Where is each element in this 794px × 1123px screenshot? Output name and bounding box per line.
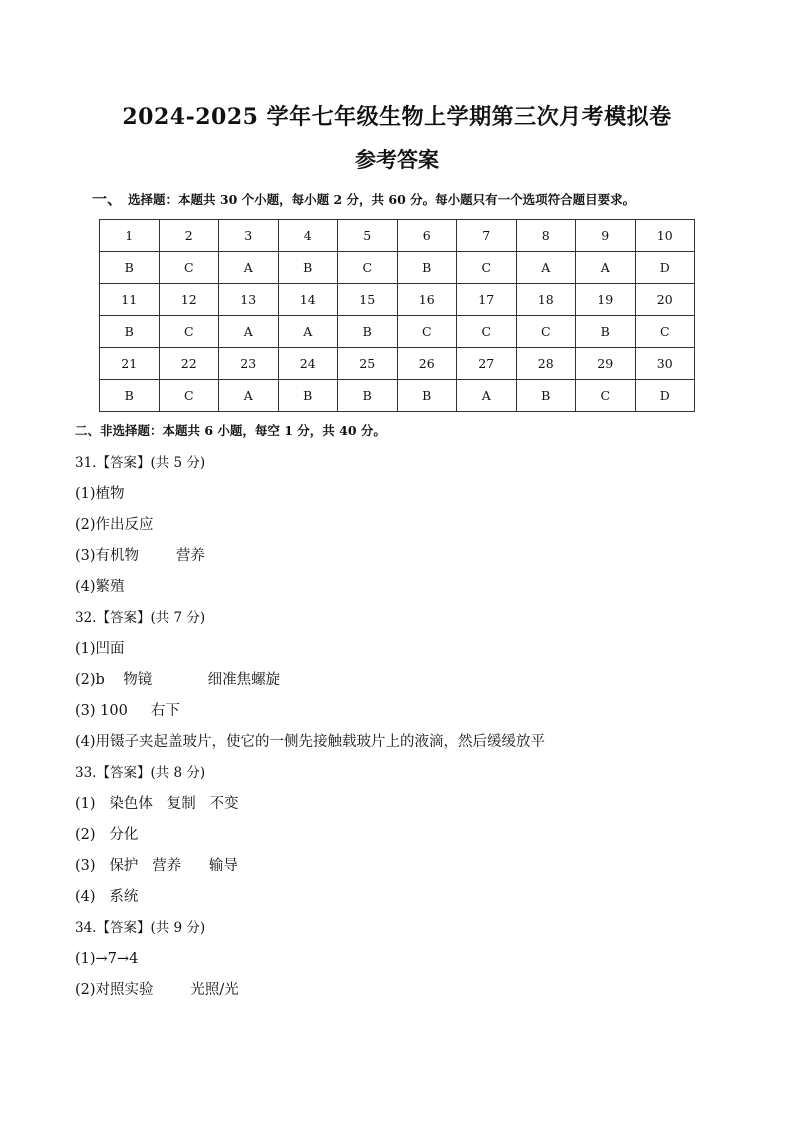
question-number-cell: 9 — [576, 220, 636, 252]
answer-cell: D — [635, 380, 695, 412]
answer-row — [100, 316, 695, 348]
answer-row — [100, 380, 695, 412]
answer-cell: B — [100, 252, 160, 284]
answer-item: (3) 保护 营养 输导 — [75, 858, 238, 874]
question-number-cell: 4 — [278, 220, 338, 252]
answer-cell: C — [576, 380, 636, 412]
answer-item: (1)植物 — [75, 486, 125, 502]
answer-cell: C — [457, 252, 517, 284]
answer-item: (1) 染色体 复制 不变 — [75, 796, 239, 812]
answer-cell: C — [159, 316, 219, 348]
answer-cell: B — [100, 316, 160, 348]
question-number-cell: 27 — [457, 348, 517, 380]
question-number-cell: 2 — [159, 220, 219, 252]
question-number-row — [100, 348, 695, 380]
question-number-cell: 15 — [338, 284, 398, 316]
question-number-cell: 23 — [219, 348, 279, 380]
question-number-cell: 14 — [278, 284, 338, 316]
answer-cell: C — [397, 316, 457, 348]
answer-cell: A — [278, 316, 338, 348]
answer-cell: B — [576, 316, 636, 348]
answer-item: (4) 系统 — [75, 889, 139, 905]
answer-item: (2)b 物镜 细准焦螺旋 — [75, 672, 281, 688]
section-1-heading — [92, 188, 635, 209]
section-1-number: 一、 — [92, 190, 123, 208]
section-2-heading: 二、非选择题：本题共 6 小题，每空 1 分，共 40 分。 — [75, 423, 386, 438]
answer-heading: 31.【答案】(共 5 分) — [75, 455, 206, 471]
answer-item: (3)有机物 营养 — [75, 548, 205, 564]
document-subtitle: 参考答案 — [355, 147, 439, 172]
answer-cell: C — [159, 252, 219, 284]
answer-cell: B — [397, 380, 457, 412]
answer-row — [100, 252, 695, 284]
answer-item: (4)用镊子夹起盖玻片，使它的一侧先接触载玻片上的液滴，然后缓缓放平 — [75, 734, 546, 750]
question-number-cell: 17 — [457, 284, 517, 316]
answer-cell: B — [278, 380, 338, 412]
answer-item: (2)作出反应 — [75, 517, 154, 533]
question-number-row — [100, 284, 695, 316]
answer-cell: D — [635, 252, 695, 284]
answer-cell: B — [338, 316, 398, 348]
question-number-cell: 16 — [397, 284, 457, 316]
answer-item: (1)→7→4 — [75, 951, 139, 967]
answer-lines — [75, 452, 755, 1010]
section-1-text: 选择题：本题共 30 个小题，每小题 2 分，共 60 分。每小题只有一个选项符合题目要求。 — [128, 192, 636, 207]
question-number-row — [100, 220, 695, 252]
answer-cell: C — [159, 380, 219, 412]
answer-heading: 32.【答案】(共 7 分) — [75, 610, 206, 626]
question-number-cell: 1 — [100, 220, 160, 252]
answer-item: (2) 分化 — [75, 827, 139, 843]
question-number-cell: 24 — [278, 348, 338, 380]
question-number-cell: 26 — [397, 348, 457, 380]
question-number-cell: 13 — [219, 284, 279, 316]
answer-heading: 33.【答案】(共 8 分) — [75, 765, 206, 781]
answer-cell: C — [635, 316, 695, 348]
question-number-cell: 28 — [516, 348, 576, 380]
question-number-cell: 12 — [159, 284, 219, 316]
answer-cell: B — [516, 380, 576, 412]
question-number-cell: 29 — [576, 348, 636, 380]
answer-table — [99, 219, 695, 412]
answer-cell: A — [219, 252, 279, 284]
answer-cell: C — [457, 316, 517, 348]
answer-cell: B — [338, 380, 398, 412]
answer-cell: C — [338, 252, 398, 284]
question-number-cell: 20 — [635, 284, 695, 316]
answer-cell: A — [516, 252, 576, 284]
question-number-cell: 8 — [516, 220, 576, 252]
answer-cell: A — [576, 252, 636, 284]
answer-cell: A — [219, 316, 279, 348]
answer-item: (1)凹面 — [75, 641, 125, 657]
answer-heading: 34.【答案】(共 9 分) — [75, 920, 206, 936]
question-number-cell: 10 — [635, 220, 695, 252]
question-number-cell: 19 — [576, 284, 636, 316]
question-number-cell: 11 — [100, 284, 160, 316]
question-number-cell: 3 — [219, 220, 279, 252]
answer-cell: A — [457, 380, 517, 412]
answer-cell: B — [397, 252, 457, 284]
document-title: 2024-2025 学年七年级生物上学期第三次月考模拟卷 — [122, 104, 672, 130]
answer-cell: B — [278, 252, 338, 284]
question-number-cell: 30 — [635, 348, 695, 380]
question-number-cell: 21 — [100, 348, 160, 380]
question-number-cell: 6 — [397, 220, 457, 252]
answer-cell: C — [516, 316, 576, 348]
question-number-cell: 22 — [159, 348, 219, 380]
answer-cell: B — [100, 380, 160, 412]
answer-item: (3) 100 右下 — [75, 703, 180, 719]
question-number-cell: 25 — [338, 348, 398, 380]
answer-cell: A — [219, 380, 279, 412]
question-number-cell: 5 — [338, 220, 398, 252]
question-number-cell: 18 — [516, 284, 576, 316]
question-number-cell: 7 — [457, 220, 517, 252]
answer-item: (2)对照实验 光照/光 — [75, 982, 239, 998]
answer-item: (4)繁殖 — [75, 579, 125, 595]
